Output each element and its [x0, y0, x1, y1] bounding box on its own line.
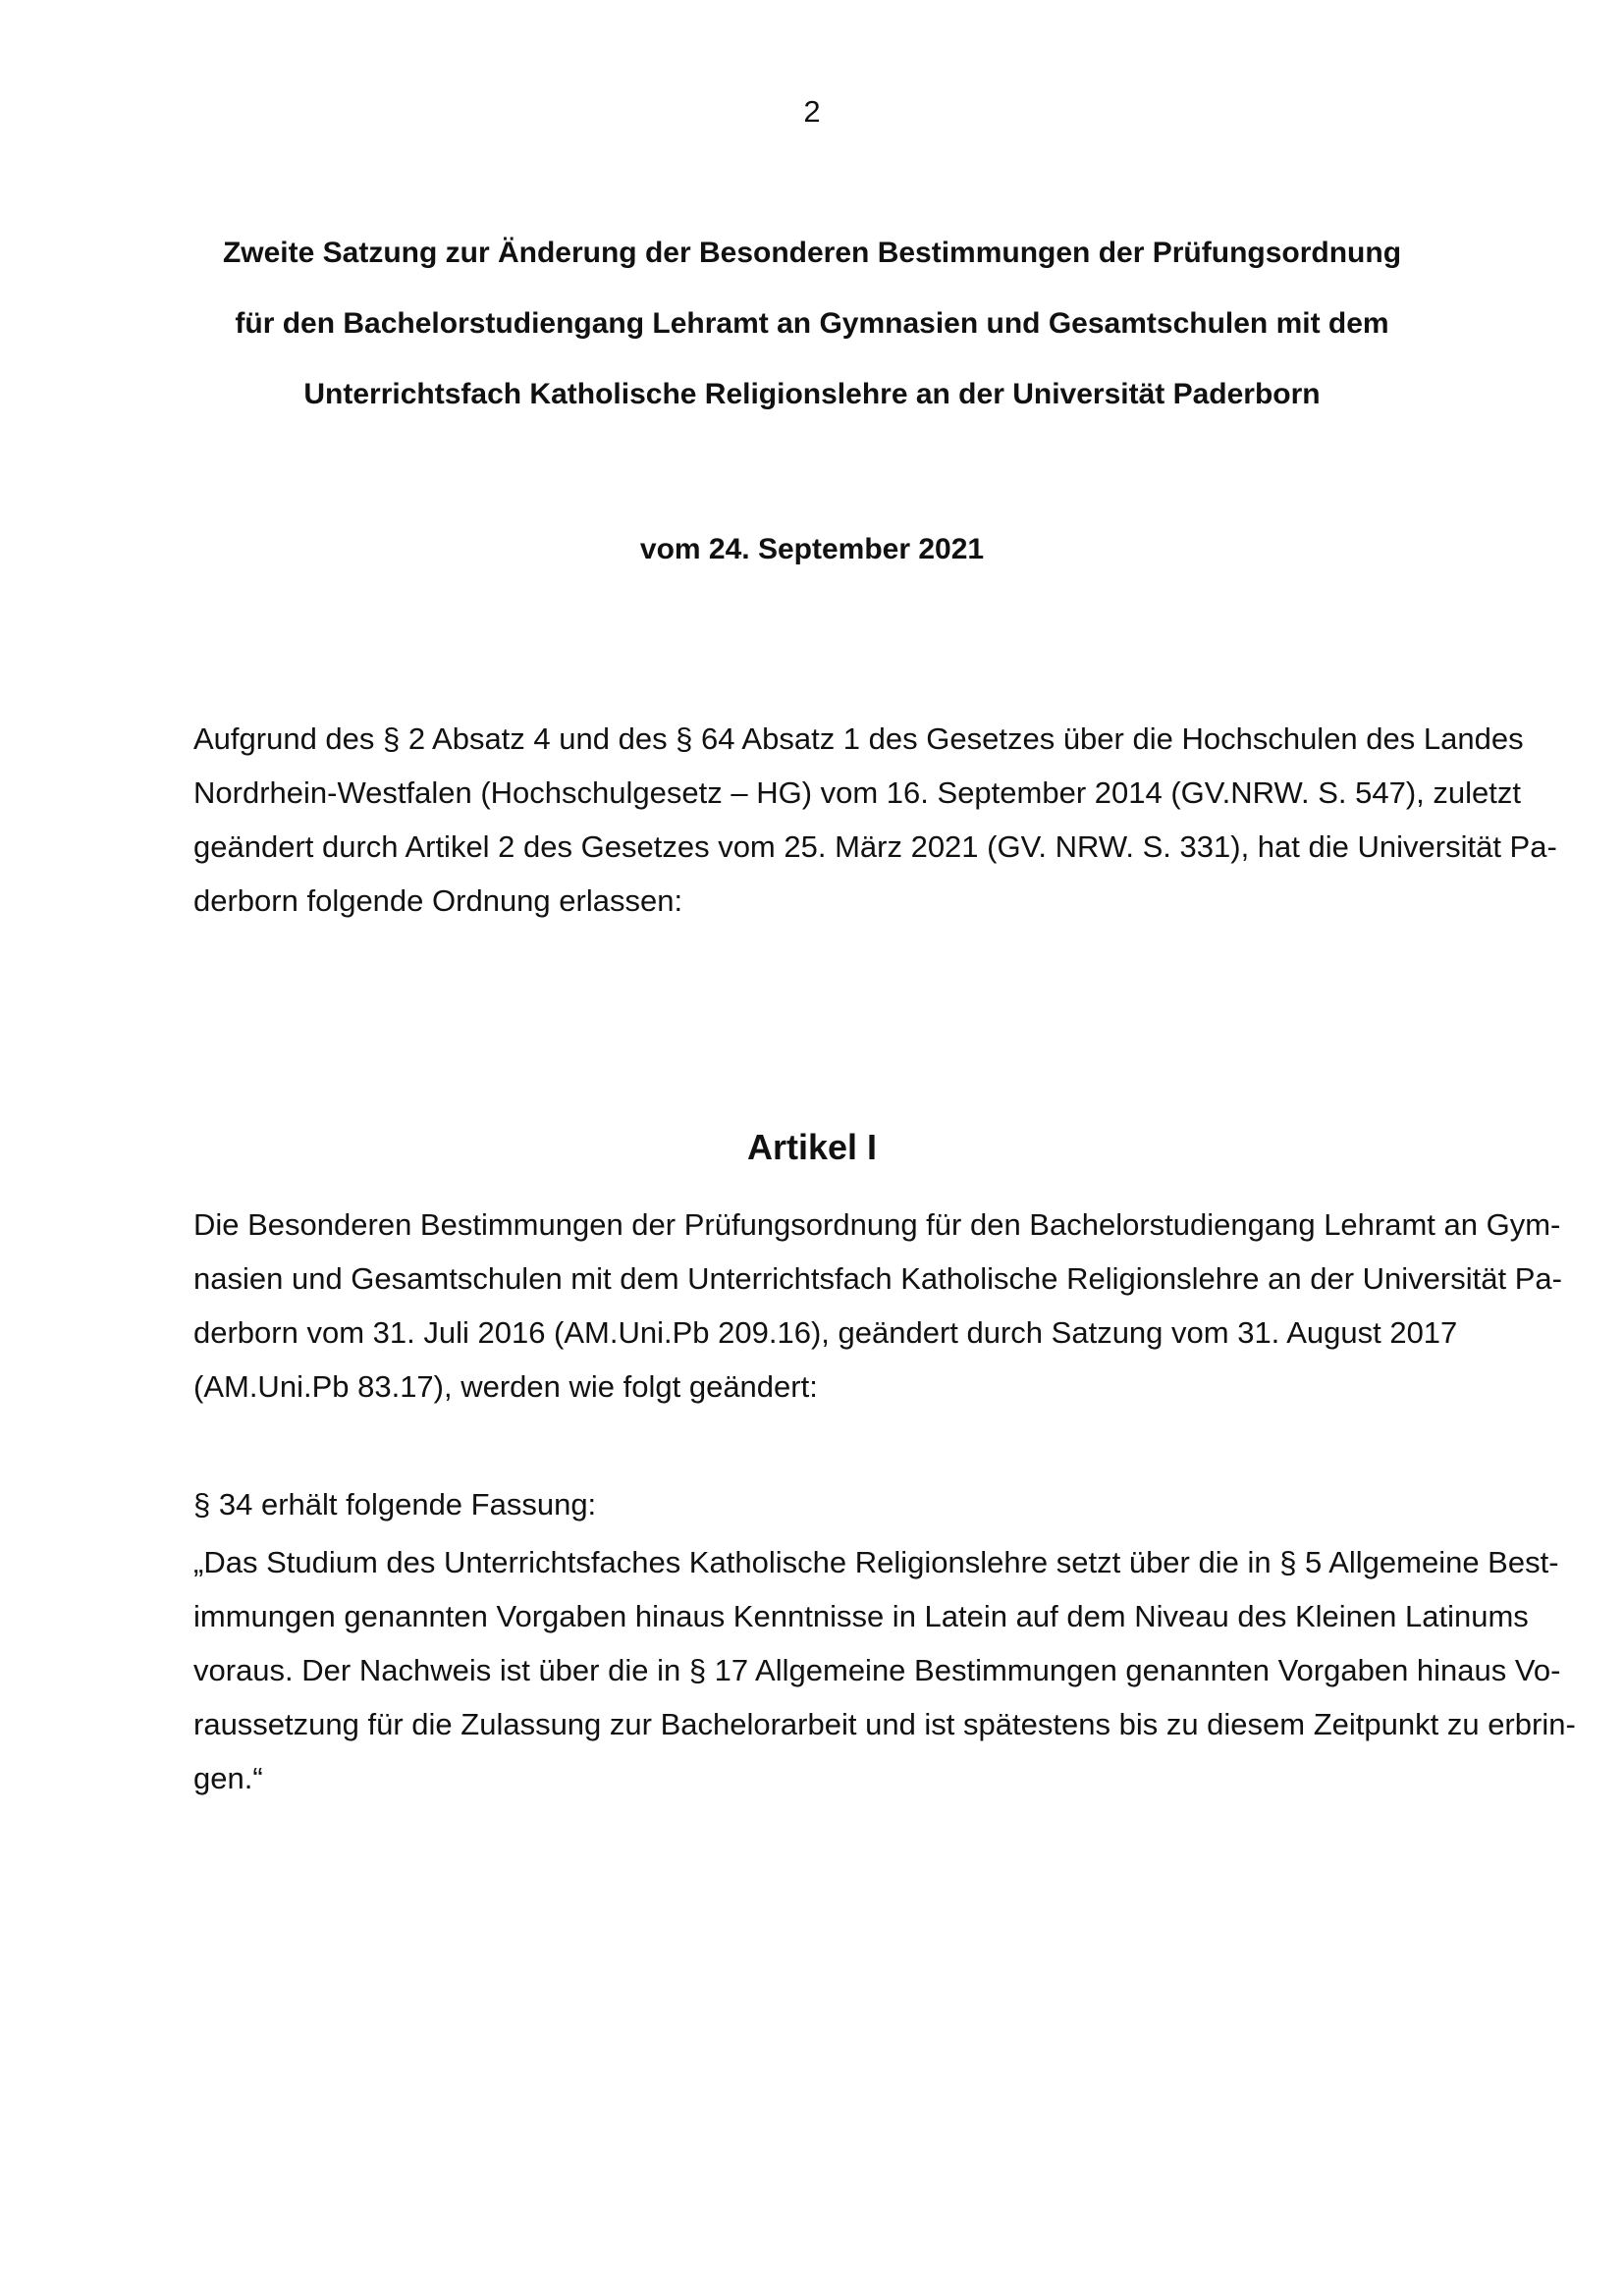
amendment-paragraph: [193, 1535, 1576, 1805]
preamble-paragraph: [193, 712, 1557, 928]
amendment-line-1: „Das Studium des Unterrichtsfaches Katholische Religionslehre setzt über die in § 5 Allgemeine Best-: [193, 1545, 1559, 1579]
preamble-line-4: derborn folgende Ordnung erlassen:: [193, 883, 683, 918]
page-number: 2: [803, 94, 821, 129]
article-intro-paragraph: [193, 1198, 1562, 1414]
preamble-line-2: Nordrhein-Westfalen (Hochschulgesetz – HG) vom 16. September 2014 (GV.NRW. S. 547), zuletzt: [193, 775, 1521, 810]
amendment-line-2: immungen genannten Vorgaben hinaus Kenntnisse in Latein auf dem Niveau des Kleinen Latinums: [193, 1599, 1529, 1633]
amendment-line-3: voraus. Der Nachweis ist über die in § 17 Allgemeine Bestimmungen genannten Vorgaben hinaus Vo-: [193, 1653, 1561, 1687]
amendment-line-5: gen.“: [193, 1761, 263, 1795]
amendment-line-4: raussetzung für die Zulassung zur Bachelorarbeit und ist spätestens bis zu diesem Zeitpunkt zu erbrin-: [193, 1707, 1576, 1741]
article-intro-line-1: Die Besonderen Bestimmungen der Prüfungsordnung für den Bachelorstudiengang Lehramt an Gym-: [193, 1207, 1561, 1242]
title-line-1: Zweite Satzung zur Änderung der Besonderen Bestimmungen der Prüfungsordnung: [222, 237, 1402, 269]
section-heading: § 34 erhält folgende Fassung:: [193, 1487, 597, 1522]
preamble-line-1: Aufgrund des § 2 Absatz 4 und des § 64 Absatz 1 des Gesetzes über die Hochschulen des Landes: [193, 721, 1524, 756]
article-intro-line-4: (AM.Uni.Pb 83.17), werden wie folgt geändert:: [193, 1369, 818, 1404]
article-intro-line-3: derborn vom 31. Juli 2016 (AM.Uni.Pb 209.16), geändert durch Satzung vom 31. August 2017: [193, 1315, 1458, 1350]
title-line-2: für den Bachelorstudiengang Lehramt an Gymnasien und Gesamtschulen mit dem: [235, 307, 1389, 340]
preamble-line-3: geändert durch Artikel 2 des Gesetzes vom 25. März 2021 (GV. NRW. S. 331), hat die Universität Pa-: [193, 829, 1557, 864]
article-intro-line-2: nasien und Gesamtschulen mit dem Unterrichtsfach Katholische Religionslehre an der Universität Pa-: [193, 1261, 1562, 1296]
title-line-3: Unterrichtsfach Katholische Religionslehre an der Universität Paderborn: [303, 378, 1321, 410]
document-title: [193, 232, 1431, 444]
document-date: vom 24. September 2021: [639, 533, 985, 565]
article-heading: Artikel I: [746, 1127, 878, 1167]
